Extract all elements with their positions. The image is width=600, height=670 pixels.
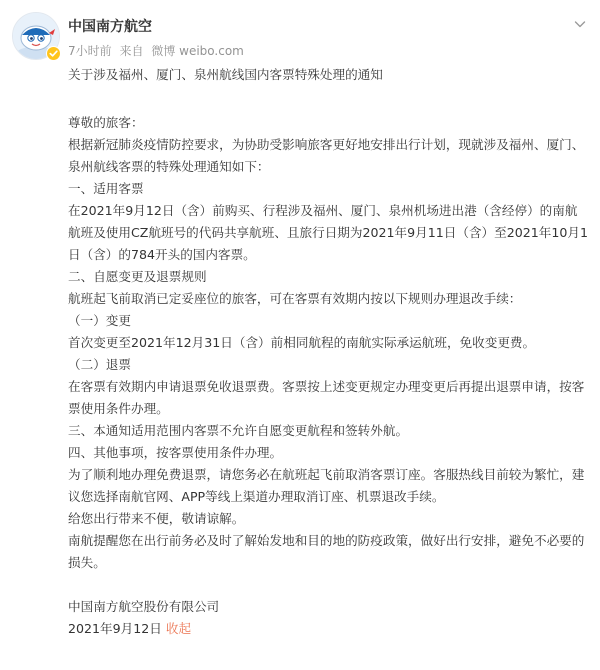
section-3: 三、本通知适用范围内客票不允许自愿变更航程和签转外航。 — [68, 423, 409, 438]
section-4: 四、其他事项，按客票使用条件办理。 — [68, 445, 283, 460]
chevron-down-icon[interactable] — [572, 16, 588, 32]
post-time[interactable]: 7小时前 — [68, 44, 112, 58]
reminder-paragraph: 南航提醒您在出行前务必及时了解始发地和目的地的防疫政策，做好出行安排，避免不必要的损失。 — [68, 533, 585, 570]
post-date: 2021年9月12日 — [68, 621, 162, 636]
post-header — [10, 10, 590, 70]
section-1-body: 在2021年9月12日（含）前购买、行程涉及福州、厦门、泉州机场进出港（含经停）的南航航班及使用CZ航班号的代码共享航班、且旅行日期为2021年9月11日（含）至2021年10月1日（含）的784开头的国内客票。 — [68, 203, 589, 262]
account-name[interactable]: 中国南方航空 — [68, 19, 152, 35]
section-1-title: 一、适用客票 — [68, 181, 144, 196]
subsection-1-title: （一）变更 — [68, 313, 131, 328]
date-line — [68, 618, 588, 640]
post-meta — [68, 43, 248, 59]
advice-paragraph: 为了顺利地办理免费退票，请您务必在航班起飞前取消客票订座。客服热线目前较为繁忙，建议您选择南航官网、APP等线上渠道办理取消订座、机票退改手续。 — [68, 467, 585, 504]
greeting: 尊敬的旅客： — [68, 115, 144, 130]
apology-line: 给您出行带来不便，敬请谅解。 — [68, 511, 245, 526]
source-name[interactable]: 微博 weibo.com — [151, 44, 244, 58]
subsection-2-title: （二）退票 — [68, 357, 131, 372]
source-prefix: 来自 — [119, 44, 144, 58]
subsection-2-body: 在客票有效期内申请退票免收退票费。客票按上述变更规定办理变更后再提出退票申请，按客票使用条件办理。 — [68, 379, 585, 416]
intro-paragraph: 根据新冠肺炎疫情防控要求，为协助受影响旅客更好地安排出行计划，现就涉及福州、厦门、泉州航线客票的特殊处理通知如下： — [68, 137, 585, 174]
post-content — [68, 64, 588, 640]
verified-badge-icon — [46, 46, 61, 61]
collapse-link[interactable]: 收起 — [165, 621, 192, 636]
post-title: 关于涉及福州、厦门、泉州航线国内客票特殊处理的通知 — [68, 67, 383, 82]
subsection-1-body: 首次变更至2021年12月31日（含）前相同航程的南航实际承运航班，免收变更费。 — [68, 335, 536, 350]
section-2-title: 二、自愿变更及退票规则 — [68, 269, 207, 284]
section-2-body: 航班起飞前取消已定妥座位的旅客，可在客票有效期内按以下规则办理退改手续： — [68, 291, 522, 306]
signature: 中国南方航空股份有限公司 — [68, 599, 220, 614]
